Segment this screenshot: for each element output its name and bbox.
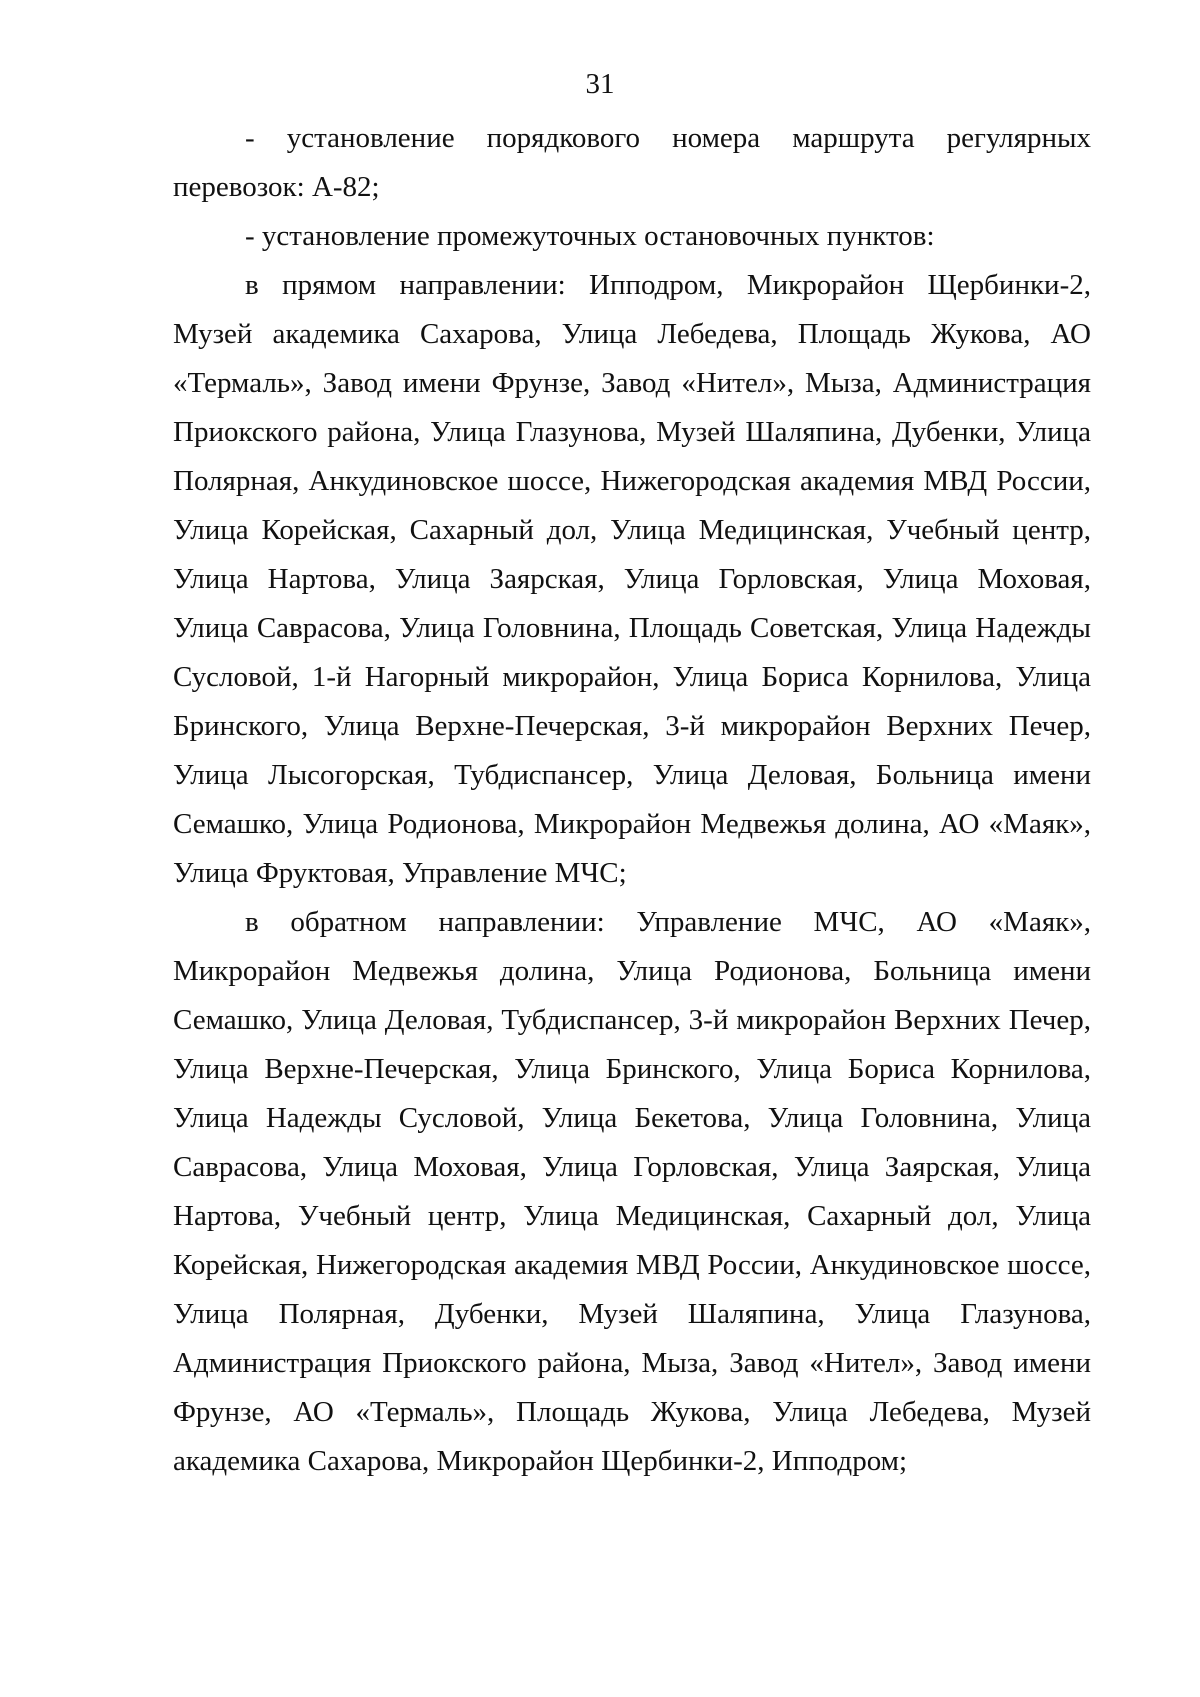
- paragraph-route-number: - установление порядкового номера маршрута регулярных перевозок: А-82;: [173, 122, 1091, 203]
- page-number: 31: [585, 68, 615, 100]
- paragraph-reverse-direction: в обратном направлении: Управление МЧС, АО «Маяк», Микрорайон Медвежья долина, Улица Родионова, Больница имени Семашко, Улица Деловая, Тубдиспансер, 3-й микрорайон Верхних Печер, Улица Верхне-Печерская, Улица Бринского, Улица Бориса Корнилова, Улица Надежды Сусловой, Улица Бекетова, Улица Головнина, Улица Саврасова, Улица Моховая, Улица Горловская, Улица Заярская, Улица Нартова, Учебный центр, Улица Медицинская, Сахарный дол, Улица Корейская, Нижегородская академия МВД России, Анкудиновское шоссе, Улица Полярная, Дубенки, Музей Шаляпина, Улица Глазунова, Администрация Приокского района, Мыза, Завод «Нител», Завод имени Фрунзе, АО «Термаль», Площадь Жукова, Улица Лебедева, Музей академика Сахарова, Микрорайон Щербинки-2, Ипподром;: [173, 906, 1091, 1477]
- paragraph-forward-direction: в прямом направлении: Ипподром, Микрорайон Щербинки-2, Музей академика Сахарова, Улица Лебедева, Площадь Жукова, АО «Термаль», Завод имени Фрунзе, Завод «Нител», Мыза, Администрация Приокского района, Улица Глазунова, Музей Шаляпина, Дубенки, Улица Полярная, Анкудиновское шоссе, Нижегородская академия МВД России, Улица Корейская, Сахарный дол, Улица Медицинская, Учебный центр, Улица Нартова, Улица Заярская, Улица Горловская, Улица Моховая, Улица Саврасова, Улица Головнина, Площадь Советская, Улица Надежды Сусловой, 1-й Нагорный микрорайон, Улица Бориса Корнилова, Улица Бринского, Улица Верхне-Печерская, 3-й микрорайон Верхних Печер, Улица Лысогорская, Тубдиспансер, Улица Деловая, Больница имени Семашко, Улица Родионова, Микрорайон Медвежья долина, АО «Маяк», Улица Фруктовая, Управление МЧС;: [173, 269, 1091, 889]
- document-body: [173, 114, 1091, 1486]
- paragraph-stops-heading: - установление промежуточных остановочных пунктов:: [245, 220, 935, 252]
